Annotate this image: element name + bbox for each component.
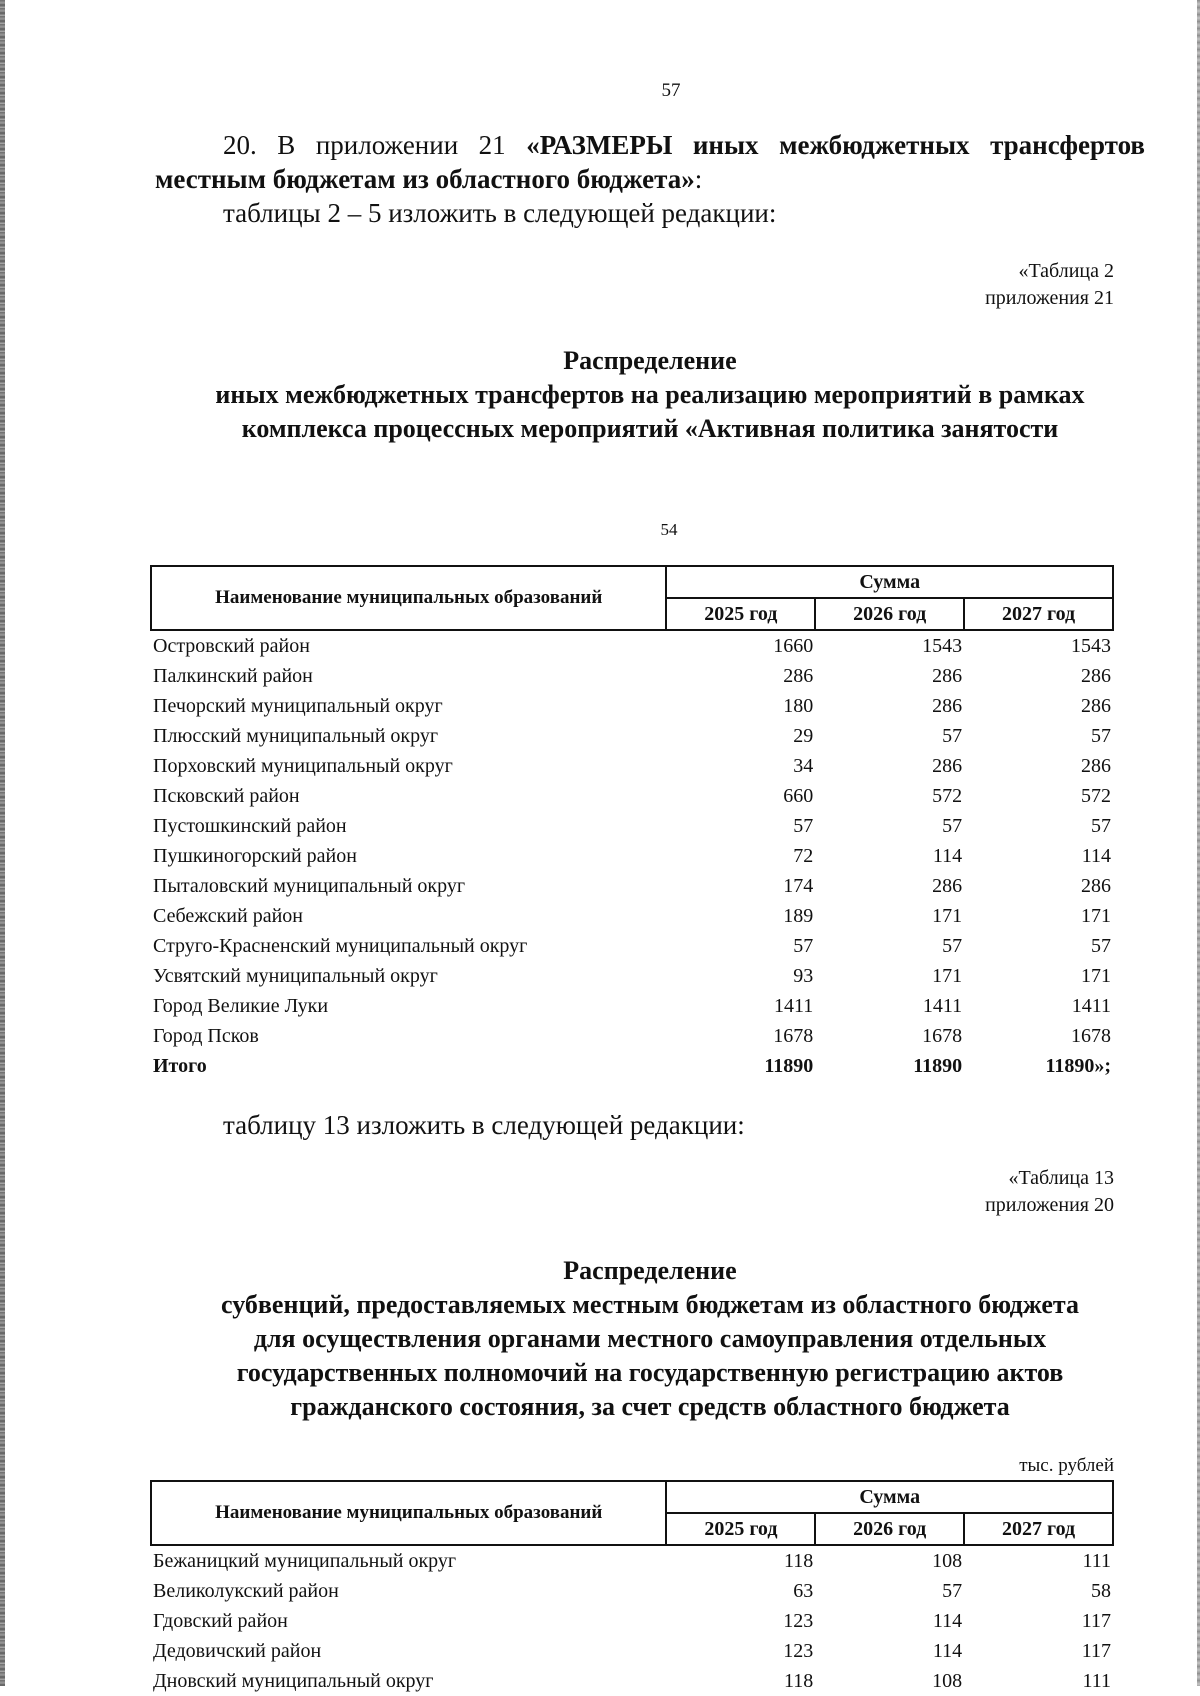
row-value: 57	[1091, 935, 1111, 957]
page-number: 57	[661, 80, 681, 101]
table-ref-1-line1: «Таблица 2	[1018, 260, 1114, 282]
table-row	[151, 630, 1113, 661]
row-value: 286	[1081, 755, 1111, 777]
table-2-header-name: Наименование муниципальных образований	[151, 1481, 666, 1545]
row-name: Город Псков	[153, 1025, 259, 1047]
row-name: Плюсский муниципальный округ	[153, 725, 439, 747]
row-value: 1678	[773, 1025, 814, 1047]
total-value: 11890	[764, 1055, 814, 1077]
title-2-line2: субвенций, предоставляемых местным бюджетам из областного бюджета	[221, 1290, 1079, 1319]
title-2-line3: для осуществления органами местного самоуправления отдельных	[253, 1324, 1047, 1353]
row-value: 114	[932, 845, 963, 867]
table-row	[151, 1666, 1113, 1696]
table-2-header-year: 2027 год	[964, 1513, 1113, 1545]
row-value: 34	[793, 755, 814, 777]
table-row	[151, 1576, 1113, 1606]
row-value: 1411	[1071, 995, 1111, 1017]
table-row	[151, 1606, 1113, 1636]
row-value: 1411	[774, 995, 814, 1017]
row-value: 171	[1081, 965, 1111, 987]
table-1-header-sum: Сумма	[666, 566, 1113, 598]
row-value: 171	[1081, 905, 1111, 927]
row-value: 572	[932, 785, 963, 807]
table-row	[151, 751, 1113, 781]
row-name: Порховский муниципальный округ	[153, 755, 453, 777]
row-value: 189	[783, 905, 814, 927]
table-row	[151, 841, 1113, 871]
row-name: Дедовичский район	[153, 1640, 322, 1662]
row-value: 286	[1081, 665, 1111, 687]
title-2-line5: гражданского состояния, за счет средств областного бюджета	[290, 1392, 1010, 1421]
row-value: 114	[932, 1610, 963, 1632]
row-value: 1543	[922, 635, 963, 657]
row-value: 286	[932, 695, 963, 717]
inner-page-number: 54	[660, 520, 678, 539]
table-row	[151, 1021, 1113, 1051]
table-total-row	[151, 1051, 1113, 1081]
row-value: 286	[932, 665, 963, 687]
title-2	[155, 1254, 1145, 1424]
units-label: тыс. рублей	[1019, 1455, 1114, 1476]
row-value: 1411	[922, 995, 963, 1017]
row-value: 57	[1091, 725, 1111, 747]
row-value: 57	[1091, 815, 1111, 837]
table-row	[151, 721, 1113, 751]
total-value: 11890»;	[1045, 1055, 1111, 1077]
row-name: Пустошкинский район	[153, 815, 347, 837]
row-value: 660	[783, 785, 814, 807]
row-value: 286	[932, 875, 963, 897]
row-value: 63	[793, 1580, 814, 1602]
row-name: Островский район	[153, 635, 310, 657]
title-1-line3: комплекса процессных мероприятий «Активная политика занятости	[241, 414, 1059, 443]
table-1-header-name: Наименование муниципальных образований	[151, 566, 666, 630]
row-value: 174	[783, 875, 814, 897]
table-ref-1	[985, 258, 1114, 312]
row-value: 57	[942, 725, 963, 747]
row-value: 57	[793, 815, 814, 837]
row-value: 286	[932, 755, 963, 777]
table-row	[151, 811, 1113, 841]
row-value: 111	[1082, 1550, 1111, 1572]
paragraph-20-bold: «РАЗМЕРЫ иных межбюджетных трансфертов местным бюджетам из областного бюджета»	[155, 130, 1145, 194]
row-value: 117	[1081, 1610, 1111, 1632]
row-name: Дновский муниципальный округ	[153, 1670, 434, 1692]
row-value: 1660	[773, 635, 814, 657]
row-value: 57	[942, 1580, 963, 1602]
paragraph-20-text: В приложении 21	[277, 130, 527, 160]
row-value: 171	[932, 965, 963, 987]
row-value: 171	[932, 905, 963, 927]
scan-edge-left	[0, 0, 5, 1686]
table-row	[151, 931, 1113, 961]
table-1-header-year: 2025 год	[666, 598, 815, 630]
table-row	[151, 991, 1113, 1021]
row-value: 114	[932, 1640, 963, 1662]
row-value: 108	[932, 1550, 963, 1572]
row-value: 108	[932, 1670, 963, 1692]
row-value: 57	[942, 815, 963, 837]
table-2	[150, 1480, 1114, 1696]
table-row	[151, 781, 1113, 811]
title-2-line1: Распределение	[563, 1256, 737, 1285]
table-row	[151, 901, 1113, 931]
row-value: 572	[1081, 785, 1111, 807]
row-value: 111	[1082, 1670, 1111, 1692]
row-name: Бежаницкий муниципальный округ	[153, 1550, 457, 1572]
table-row	[151, 1636, 1113, 1666]
paragraph-20-number: 20.	[223, 130, 257, 160]
row-value: 29	[793, 725, 814, 747]
title-1-line2: иных межбюджетных трансфертов на реализацию мероприятий в рамках	[215, 380, 1085, 409]
instruction-1: таблицы 2 – 5 изложить в следующей редакции:	[223, 198, 777, 228]
row-name: Великолукский район	[153, 1580, 339, 1602]
table-row	[151, 661, 1113, 691]
row-name: Палкинский район	[153, 665, 313, 687]
row-value: 58	[1091, 1580, 1111, 1602]
table-ref-2	[985, 1165, 1114, 1219]
row-name: Струго-Красненский муниципальный округ	[153, 935, 528, 957]
row-value: 286	[1081, 875, 1111, 897]
row-name: Пыталовский муниципальный округ	[153, 875, 466, 897]
table-ref-2-line2: приложения 20	[985, 1194, 1114, 1216]
row-name: Город Великие Луки	[153, 995, 329, 1017]
paragraph-20-tail: :	[694, 164, 703, 194]
row-name: Псковский район	[153, 785, 300, 807]
row-value: 118	[784, 1670, 814, 1692]
row-value: 286	[1081, 695, 1111, 717]
row-value: 93	[793, 965, 814, 987]
row-value: 114	[1081, 845, 1111, 867]
row-value: 1678	[922, 1025, 963, 1047]
row-value: 1543	[1071, 635, 1111, 657]
table-1-header-year: 2027 год	[964, 598, 1113, 630]
row-name: Себежский район	[153, 905, 303, 927]
row-name: Усвятский муниципальный округ	[153, 965, 438, 987]
row-value: 180	[783, 695, 814, 717]
table-2-header-sum: Сумма	[666, 1481, 1113, 1513]
row-value: 286	[783, 665, 814, 687]
table-ref-2-line1: «Таблица 13	[1008, 1167, 1114, 1189]
table-row	[151, 961, 1113, 991]
paragraph-20	[155, 128, 1145, 196]
row-value: 123	[783, 1640, 814, 1662]
table-ref-1-line2: приложения 21	[985, 287, 1114, 309]
title-1	[155, 344, 1145, 446]
row-name: Печорский муниципальный округ	[153, 695, 443, 717]
row-name: Пушкиногорский район	[153, 845, 357, 867]
table-2-header-year: 2025 год	[666, 1513, 815, 1545]
table-row	[151, 871, 1113, 901]
total-value: 11890	[913, 1055, 963, 1077]
row-value: 72	[793, 845, 814, 867]
table-row	[151, 691, 1113, 721]
title-1-line1: Распределение	[563, 346, 737, 375]
row-value: 57	[793, 935, 814, 957]
table-1-header-year: 2026 год	[815, 598, 964, 630]
row-value: 123	[783, 1610, 814, 1632]
instruction-2: таблицу 13 изложить в следующей редакции:	[223, 1110, 745, 1140]
total-label: Итого	[153, 1055, 207, 1077]
row-value: 118	[784, 1550, 814, 1572]
row-value: 57	[942, 935, 963, 957]
row-value: 117	[1081, 1640, 1111, 1662]
row-name: Гдовский район	[153, 1610, 288, 1632]
table-1	[150, 565, 1114, 1081]
title-2-line4: государственных полномочий на государственную регистрацию актов	[236, 1358, 1064, 1387]
table-row	[151, 1545, 1113, 1576]
row-value: 1678	[1071, 1025, 1111, 1047]
table-2-header-year: 2026 год	[815, 1513, 964, 1545]
